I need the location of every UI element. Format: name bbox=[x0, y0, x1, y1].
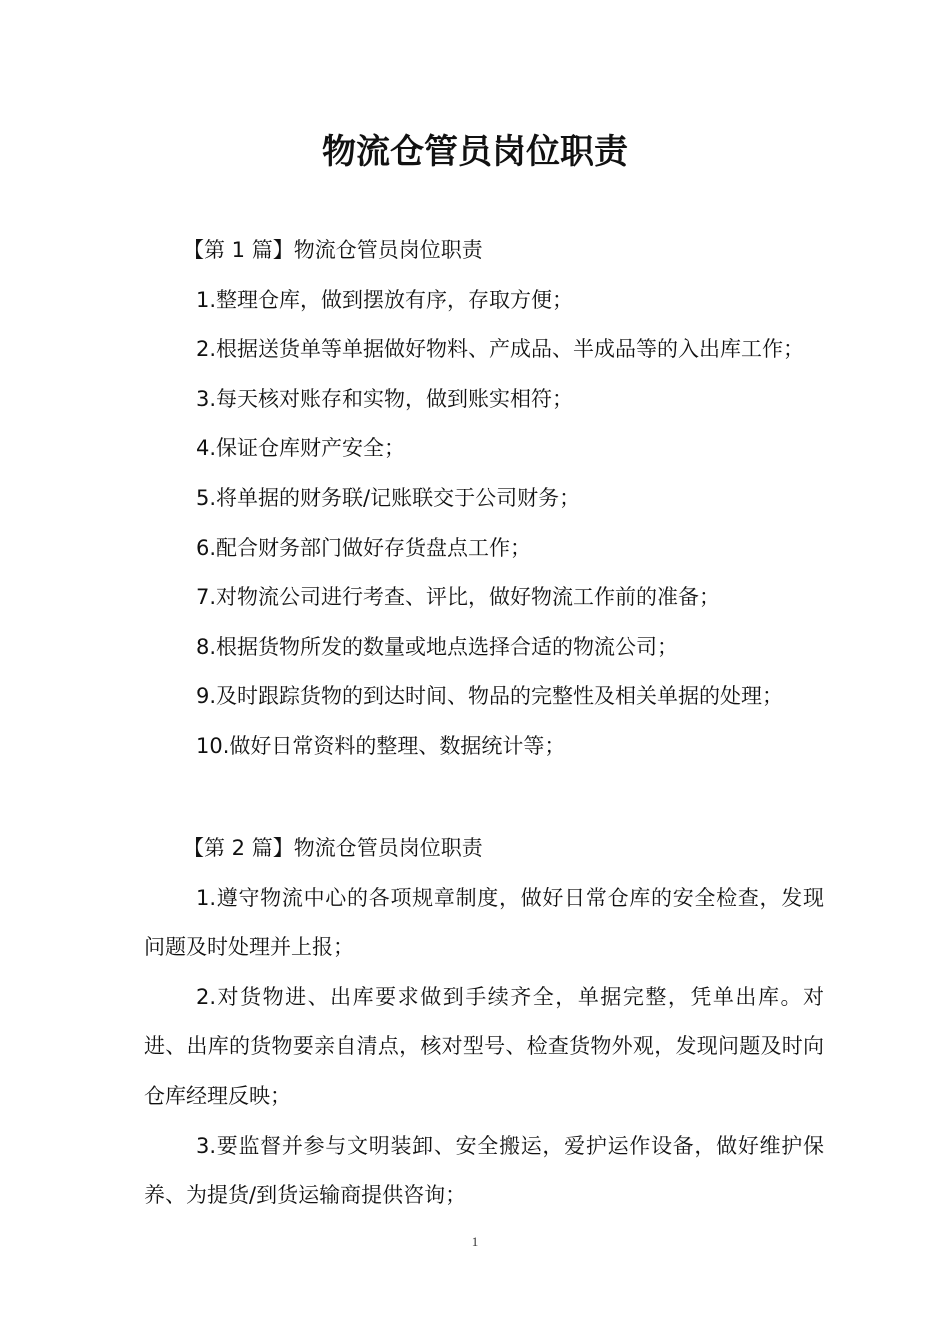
page-number: 1 bbox=[471, 1234, 479, 1249]
section-1-item: 2.根据送货单等单据做好物料、产成品、半成品等的入出库工作； bbox=[196, 337, 805, 362]
section-1-item: 7.对物流公司进行考查、评比，做好物流工作前的准备； bbox=[196, 585, 721, 610]
section-1-item: 5.将单据的财务联/记账联交于公司财务； bbox=[196, 485, 581, 510]
section-1-item: 3.每天核对账存和实物，做到账实相符； bbox=[196, 386, 574, 411]
section-2 bbox=[144, 824, 824, 1221]
section-1-item: 8.根据货物所发的数量或地点选择合适的物流公司； bbox=[196, 634, 679, 659]
section-1-item: 9.及时跟踪货物的到达时间、物品的完整性及相关单据的处理； bbox=[196, 684, 784, 709]
section-1 bbox=[144, 226, 824, 772]
section-1-item: 1.整理仓库，做到摆放有序，存取方便； bbox=[196, 287, 574, 312]
section-2-item: 3.要监督并参与文明装卸、安全搬运，爱护运作设备，做好维护保养、为提货/到货运输商提供咨询； bbox=[144, 1133, 824, 1208]
section-2-item: 1.遵守物流中心的各项规章制度，做好日常仓库的安全检查，发现问题及时处理并上报； bbox=[144, 885, 824, 960]
section-2-item: 2.对货物进、出库要求做到手续齐全，单据完整，凭单出库。对进、出库的货物要亲自清点，核对型号、检查货物外观，发现问题及时向仓库经理反映； bbox=[144, 984, 824, 1108]
section-1-item: 4.保证仓库财产安全； bbox=[196, 436, 406, 461]
section-1-item: 10.做好日常资料的整理、数据统计等； bbox=[196, 733, 566, 758]
document-title: 物流仓管员岗位职责 bbox=[322, 132, 628, 172]
section-2-heading: 【第 2 篇】物流仓管员岗位职责 bbox=[183, 836, 483, 860]
section-1-heading: 【第 1 篇】物流仓管员岗位职责 bbox=[183, 238, 483, 262]
section-1-item: 6.配合财务部门做好存货盘点工作； bbox=[196, 535, 532, 560]
